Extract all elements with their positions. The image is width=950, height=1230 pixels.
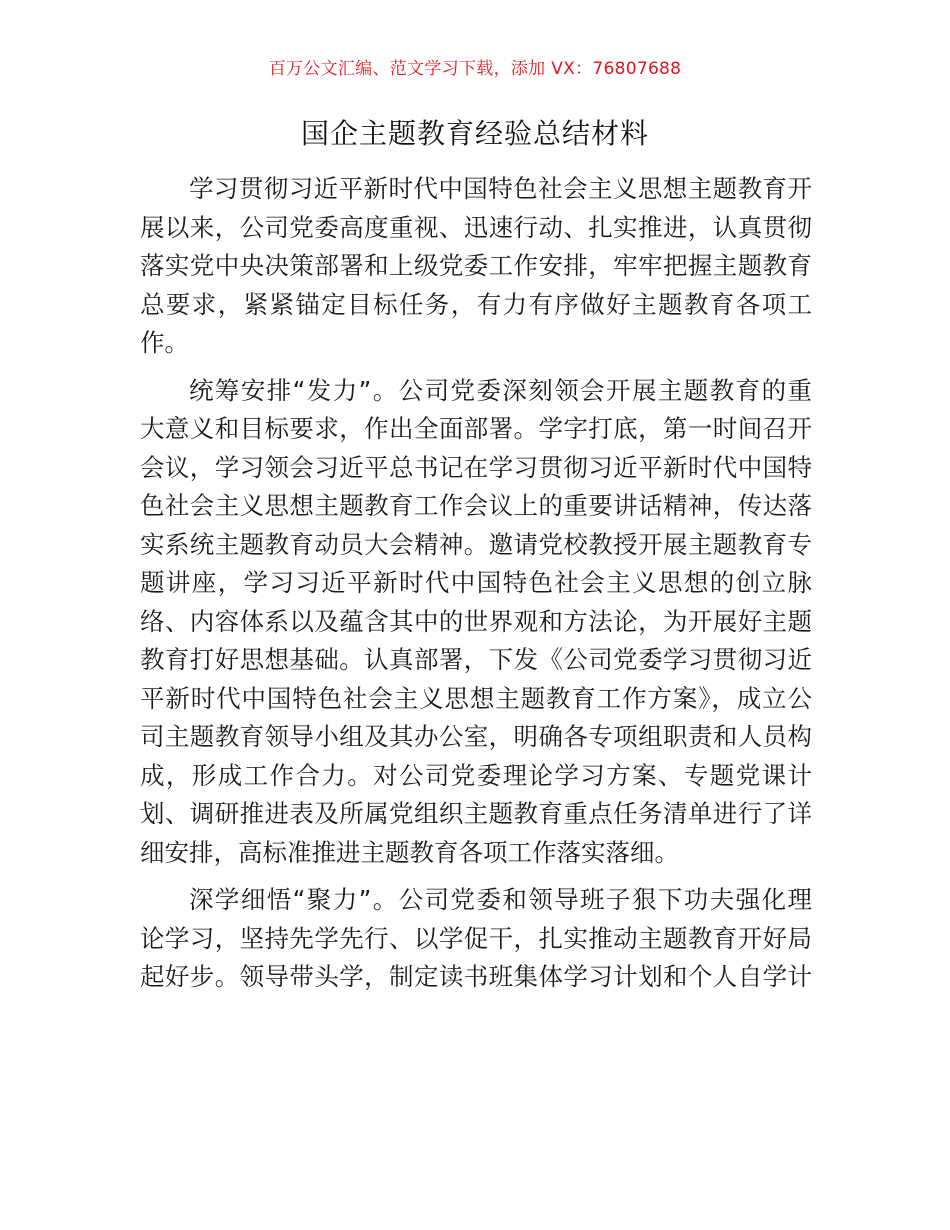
paragraph-line: 论学习，坚持先学先行、以学促干，扎实推动主题教育开好局 [140,923,812,953]
paragraph-line: 学习贯彻习近平新时代中国特色社会主义思想主题教育开 [189,174,812,203]
paragraph-line: 细安排，高标准推进主题教育各项工作落实落细。 [140,837,679,867]
paragraph-line: 色社会主义思想主题教育工作会议上的重要讲话精神，传达落 [140,491,812,520]
paragraph-study [140,881,812,997]
paragraph-line: 深学细悟“聚力”。公司党委和领导班子狠下功夫强化理 [189,885,812,914]
paragraph-line: 统筹安排“发力”。公司党委深刻领会开展主题教育的重 [189,375,812,405]
paragraph-line: 展以来，公司党委高度重视、迅速行动、扎实推进，认真贯彻 [140,212,812,242]
paragraph-line: 络、内容体系以及蕴含其中的世界观和方法论，为开展好主题 [140,606,812,636]
paragraph-line: 实系统主题教育动员大会精神。邀请党校教授开展主题教育专 [140,529,812,559]
document-body [140,170,812,1007]
paragraph-line: 会议，学习领会习近平总书记在学习贯彻习近平新时代中国特 [140,452,812,482]
paragraph-line: 落实党中央决策部署和上级党委工作安排，牢牢把握主题教育 [140,251,812,280]
paragraph-line: 教育打好思想基础。认真部署，下发《公司党委学习贯彻习近 [140,645,812,674]
watermark-header: 百万公文汇编、范文学习下载，添加 VX：76807688 [268,59,682,79]
paragraph-line: 作。 [140,328,189,357]
paragraph-line: 题讲座，学习习近平新时代中国特色社会主义思想的创立脉 [140,568,812,597]
paragraph-line: 划、调研推进表及所属党组织主题教育重点任务清单进行了详 [140,799,812,828]
paragraph-line: 大意义和目标要求，作出全面部署。学字打底，第一时间召开 [140,414,812,443]
paragraph-line: 司主题教育领导小组及其办公室，明确各专项组职责和人员构 [140,722,812,751]
paragraph-line: 成，形成工作合力。对公司党委理论学习方案、专题党课计 [140,760,812,790]
paragraph-intro [140,170,812,363]
document-title: 国企主题教育经验总结材料 [300,117,649,150]
paragraph-line: 起好步。领导带头学，制定读书班集体学习计划和个人自学计 [140,962,812,991]
paragraph-line: 总要求，紧紧锚定目标任务，有力有序做好主题教育各项工 [140,289,812,319]
paragraph-line: 平新时代中国特色社会主义思想主题教育工作方案》，成立公 [140,683,812,713]
paragraph-planning [140,372,812,873]
